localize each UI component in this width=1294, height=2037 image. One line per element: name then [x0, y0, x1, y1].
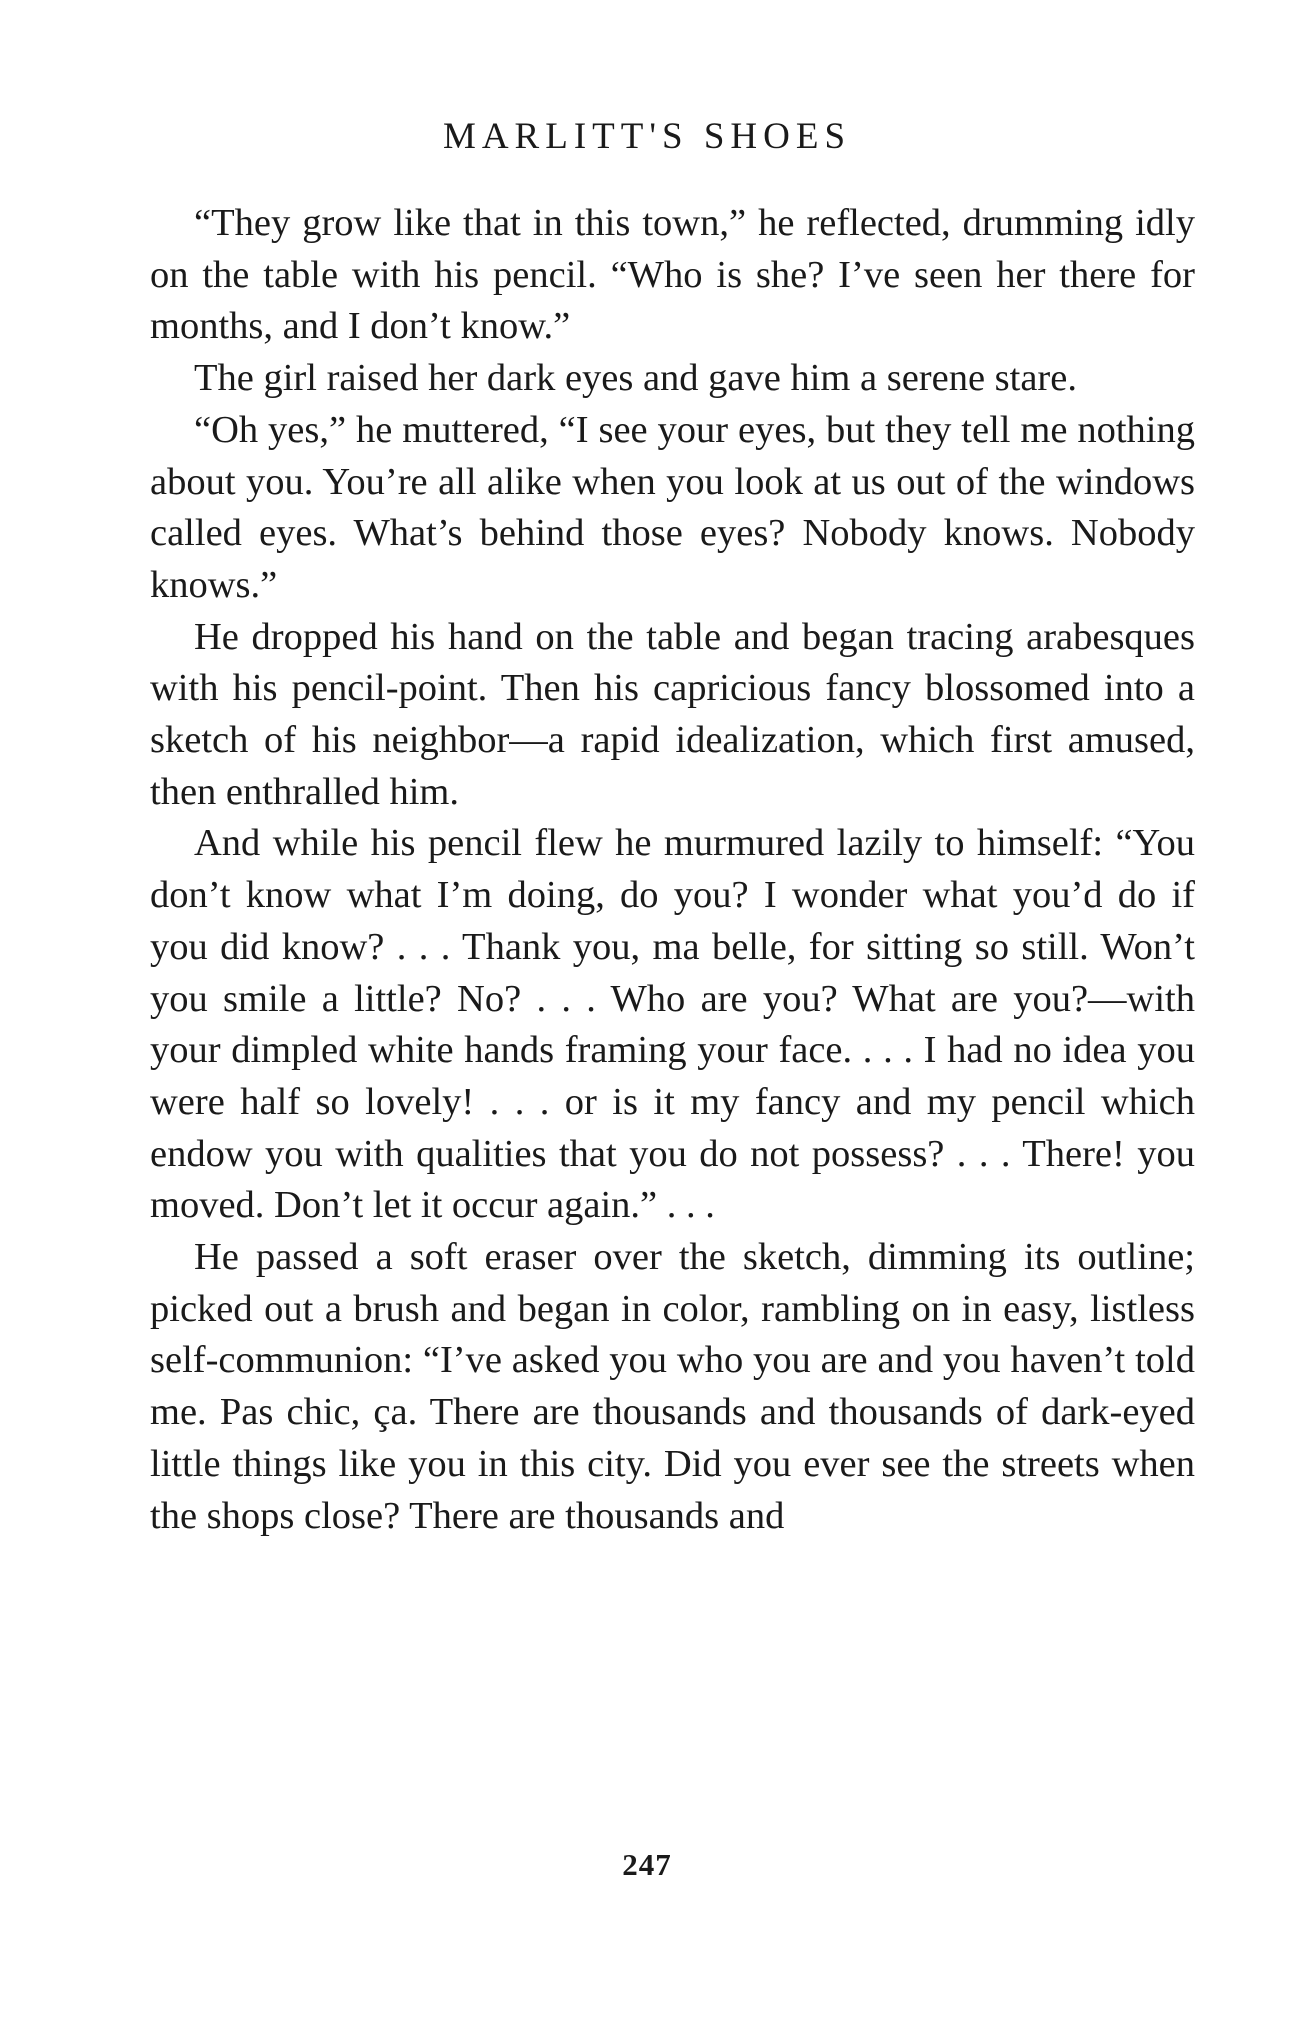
paragraph-6: He passed a soft eraser over the sketch, dimming its outline; picked out a brush and began in color, rambling on in easy, listless self-communion: “I’ve asked you who you are and you haven’t told me. Pas chic, ça. There are thousands and thousands of dark-eyed little things like you in this city. Did you ever see the streets when the shops close? There are thousands and: [150, 1236, 1195, 1537]
paragraph-5: And while his pencil flew he murmured lazily to himself: “You don’t know what I’m doing, do you? I wonder what you’d do if you did know? . . . Thank you, ma belle, for sitting so still. Won’t you smile a little? No? . . . Who are you? What are you?—with your dimpled white hands framing your face. . . . I had no idea you were half so lovely! . . . or is it my fancy and my pencil which endow you with qualities that you do not possess? . . . There! you moved. Don’t let it occur again.” . . .: [150, 822, 1195, 1227]
page-number: 247: [622, 1847, 672, 1882]
paragraph-4: He dropped his hand on the table and began tracing arabesques with his pencil-point. Then his capricious fancy blossomed into a sketch of his neighbor—a rapid idealization, which first amused, then enthralled him.: [150, 615, 1195, 813]
paragraph-1: “They grow like that in this town,” he reflected, drumming idly on the table with his pencil. “Who is she? I’ve seen her there for months, and I don’t know.”: [150, 202, 1195, 348]
paragraph-2: The girl raised her dark eyes and gave him a serene stare.: [194, 357, 1077, 400]
running-head: MARLITT'S SHOES: [442, 116, 852, 157]
paragraph-3: “Oh yes,” he muttered, “I see your eyes, but they tell me nothing about you. You’re all alike when you look at us out of the windows called eyes. What’s behind those eyes? Nobody knows. Nobody knows.”: [150, 408, 1195, 606]
body-text: [150, 198, 1195, 1542]
